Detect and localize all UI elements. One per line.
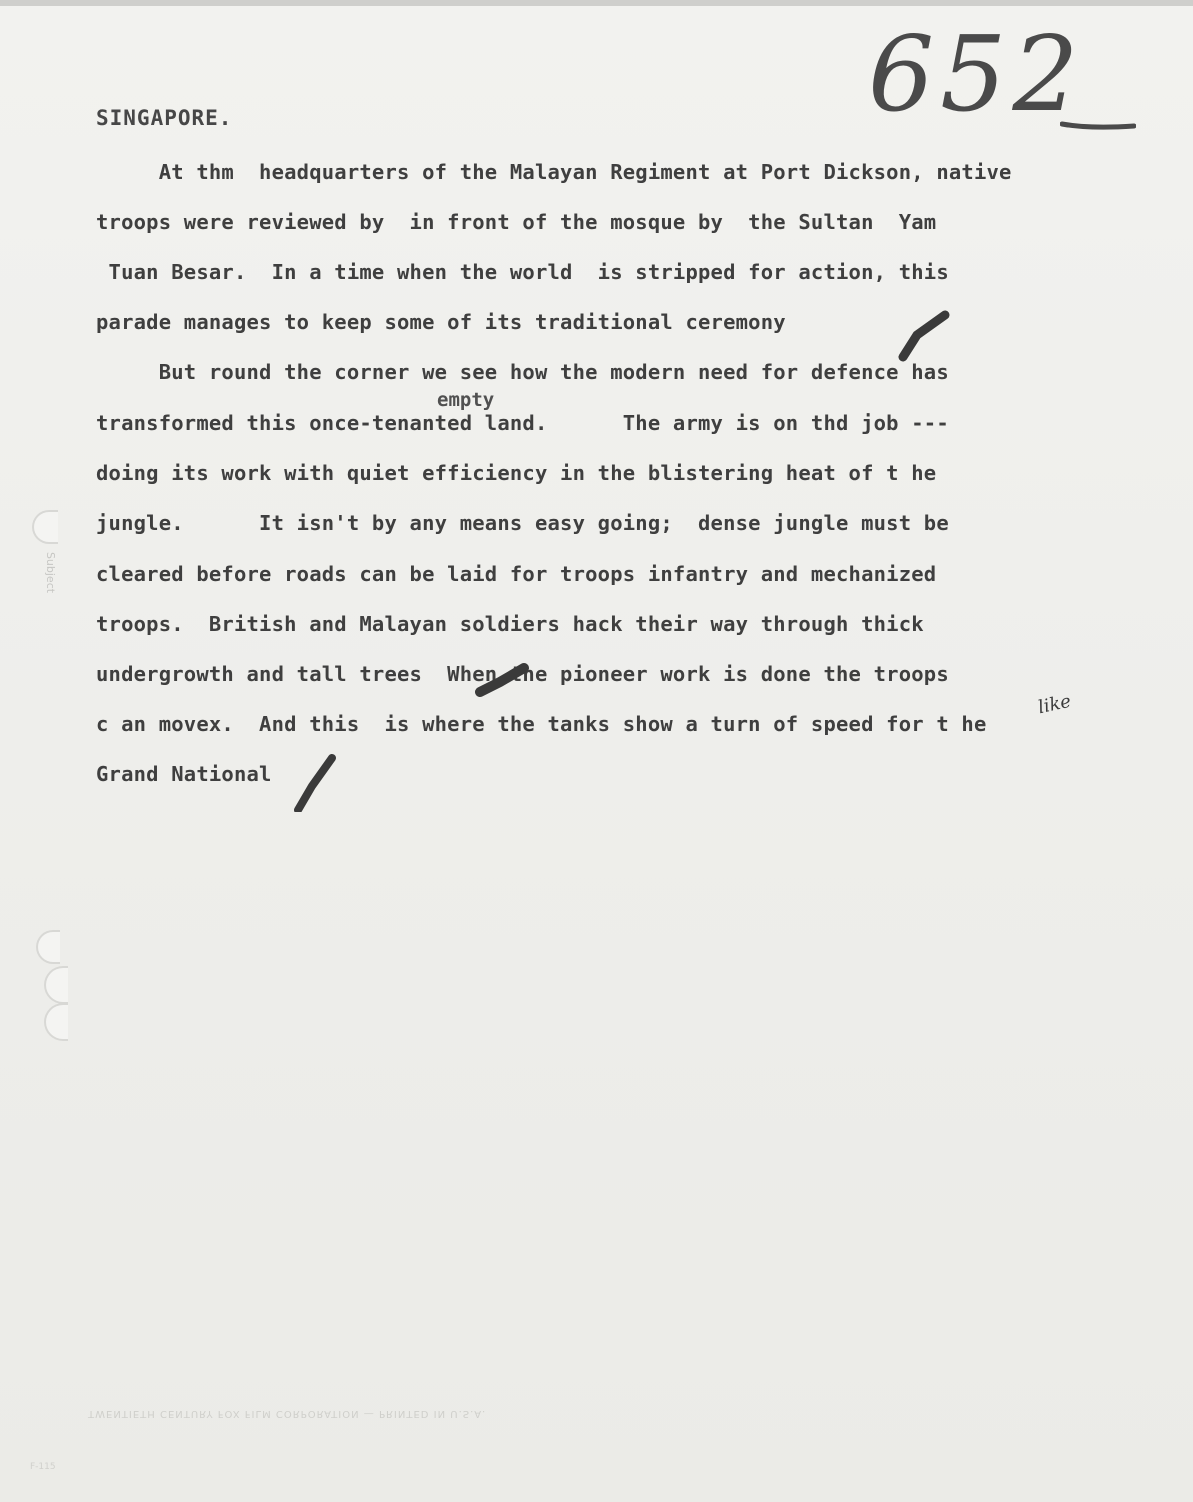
text-line: troops were reviewed by in front of the mosque by the Sultan Yam [96,210,937,234]
page-number: 652 [868,13,1085,135]
footer-imprint: TWENTIETH CENTURY FOX FILM CORPORATION — PRINTED IN U.S.A. [88,1408,487,1419]
page-top-edge [0,0,1193,6]
document-heading: SINGAPORE. [96,106,233,130]
punch-hole [44,1003,68,1041]
text-line: cleared before roads can be laid for troops infantry and mechanized [96,562,937,586]
text-line: Grand National [96,762,272,786]
text-line: parade manages to keep some of its traditional ceremony [96,310,786,334]
punch-hole [36,930,60,964]
side-stamp: Subject [44,551,58,594]
inserted-word: empty [437,389,495,411]
edit-slash-mark [290,752,350,812]
text-line: jungle. It isn't by any means easy going; dense jungle must be [96,511,949,535]
text-line: c an movex. And this is where the tanks show a turn of speed for t he [96,712,987,736]
text-line: transformed this once-tenanted land. The army is on thd job --- [96,411,949,435]
footer-code: F-115 [30,1462,56,1472]
handwritten-correction: like [1036,690,1073,719]
punch-hole [44,966,68,1004]
punch-hole [32,510,58,544]
edit-slash-mark [895,305,955,365]
edit-slash-mark [470,652,530,712]
text-line: troops. British and Malayan soldiers hack their way through thick [96,612,924,636]
text-line: Tuan Besar. In a time when the world is stripped for action, this [96,260,949,284]
page-number-underline [1060,120,1136,130]
text-line: At thm headquarters of the Malayan Regiment at Port Dickson, native [96,160,1012,184]
text-line: doing its work with quiet efficiency in the blistering heat of t he [96,461,937,485]
text-line: But round the corner we see how the modern need for defence has [96,360,949,384]
text-line: undergrowth and tall trees When the pioneer work is done the troops [96,662,949,686]
